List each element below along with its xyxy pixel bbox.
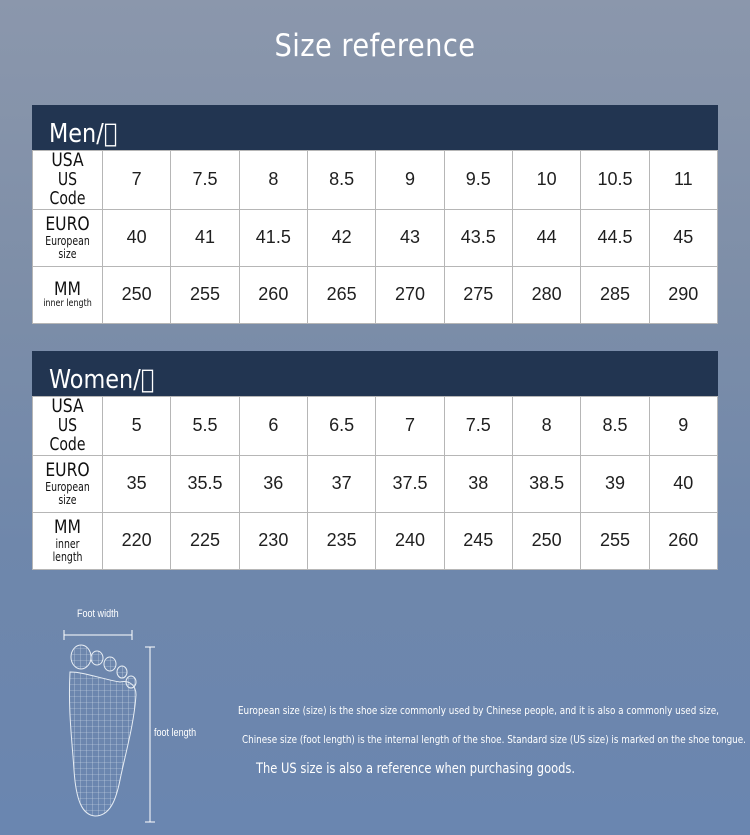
- foot-length-label: foot length: [154, 727, 197, 739]
- size-cell: 40: [103, 209, 171, 266]
- size-cell: 9: [376, 151, 444, 210]
- men-header-text: Men/ : [49, 119, 118, 149]
- size-cell: 265: [307, 266, 375, 323]
- size-cell: 35: [103, 455, 171, 512]
- men-mm-label: [33, 266, 103, 323]
- size-cell: 255: [171, 266, 239, 323]
- size-cell: 7: [376, 397, 444, 456]
- size-cell: 7.5: [171, 151, 239, 210]
- inner-label-text: inner: [55, 537, 80, 552]
- size-cell: 5: [103, 397, 171, 456]
- size-cell: 43.5: [444, 209, 512, 266]
- size-cell: 225: [171, 512, 239, 569]
- inner-length-label-text: inner length: [43, 298, 92, 310]
- size-cell: 8.5: [581, 397, 649, 456]
- size-cell: 38: [444, 455, 512, 512]
- size-cell: 41: [171, 209, 239, 266]
- size-cell: 7.5: [444, 397, 512, 456]
- note-line-2: Chinese size (foot length) is the internal length of the shoe. Standard size (US size) is marked on the shoe tongue.: [242, 733, 746, 746]
- mm-label-text: MM: [54, 277, 81, 300]
- page-title: Size reference: [274, 28, 476, 64]
- women-usa-label: [33, 397, 103, 456]
- size-cell: 285: [581, 266, 649, 323]
- size-cell: 250: [512, 512, 580, 569]
- size-cell: 38.5: [512, 455, 580, 512]
- size-cell: 36: [239, 455, 307, 512]
- men-usa-row: [33, 151, 718, 210]
- women-table-header: [32, 351, 718, 396]
- size-cell: 255: [581, 512, 649, 569]
- men-table-header: [32, 105, 718, 150]
- size-cell: 39: [581, 455, 649, 512]
- size-cell: 6: [239, 397, 307, 456]
- length-label-text: length: [52, 549, 83, 564]
- size-cell: 10: [512, 151, 580, 210]
- size-cell: 230: [239, 512, 307, 569]
- size-cell: 8: [512, 397, 580, 456]
- us-code-label-text: US Code: [49, 414, 86, 455]
- note-line-3: The US size is also a reference when purchasing goods.: [256, 761, 576, 777]
- men-size-grid: [32, 150, 718, 324]
- european-size-label-text: European size: [45, 234, 90, 261]
- women-header-text: Women/ : [49, 365, 155, 395]
- women-usa-row: [33, 397, 718, 456]
- us-code-label-text: US Code: [49, 168, 86, 209]
- size-cell: 35.5: [171, 455, 239, 512]
- foot-diagram: [50, 600, 230, 830]
- usa-label-text: USA: [51, 149, 84, 171]
- usa-label-text: USA: [51, 395, 84, 417]
- women-euro-label: [33, 455, 103, 512]
- size-cell: 275: [444, 266, 512, 323]
- women-euro-row: [33, 455, 718, 512]
- size-cell: 235: [307, 512, 375, 569]
- size-cell: 11: [649, 151, 717, 210]
- size-cell: 290: [649, 266, 717, 323]
- size-cell: 7: [103, 151, 171, 210]
- men-mm-row: [33, 266, 718, 323]
- size-cell: 260: [649, 512, 717, 569]
- size-cell: 220: [103, 512, 171, 569]
- mm-label-text: MM: [54, 516, 81, 539]
- foot-width-label: Foot width: [77, 608, 119, 620]
- size-cell: 245: [444, 512, 512, 569]
- size-cell: 37.5: [376, 455, 444, 512]
- men-euro-label: [33, 209, 103, 266]
- size-cell: 10.5: [581, 151, 649, 210]
- size-cell: 40: [649, 455, 717, 512]
- foot-illustration-icon: [50, 600, 230, 830]
- size-cell: 260: [239, 266, 307, 323]
- size-cell: 44.5: [581, 209, 649, 266]
- women-size-grid: [32, 396, 718, 570]
- euro-label-text: EURO: [45, 459, 90, 482]
- size-cell: 42: [307, 209, 375, 266]
- men-size-table: [32, 105, 718, 324]
- men-euro-row: [33, 209, 718, 266]
- size-cell: 280: [512, 266, 580, 323]
- size-cell: 41.5: [239, 209, 307, 266]
- size-cell: 8.5: [307, 151, 375, 210]
- size-cell: 270: [376, 266, 444, 323]
- size-cell: 250: [103, 266, 171, 323]
- women-size-table: [32, 351, 718, 570]
- size-cell: 45: [649, 209, 717, 266]
- women-mm-row: [33, 512, 718, 569]
- size-cell: 5.5: [171, 397, 239, 456]
- size-cell: 8: [239, 151, 307, 210]
- size-cell: 44: [512, 209, 580, 266]
- note-line-1: European size (size) is the shoe size commonly used by Chinese people, and it is also a commonly used size,: [238, 704, 719, 717]
- size-cell: 37: [307, 455, 375, 512]
- size-cell: 9.5: [444, 151, 512, 210]
- european-size-label-text: European size: [45, 480, 90, 507]
- men-usa-label: [33, 151, 103, 210]
- size-cell: 6.5: [307, 397, 375, 456]
- women-mm-label: [33, 512, 103, 569]
- size-cell: 9: [649, 397, 717, 456]
- size-cell: 240: [376, 512, 444, 569]
- size-cell: 43: [376, 209, 444, 266]
- euro-label-text: EURO: [45, 213, 90, 236]
